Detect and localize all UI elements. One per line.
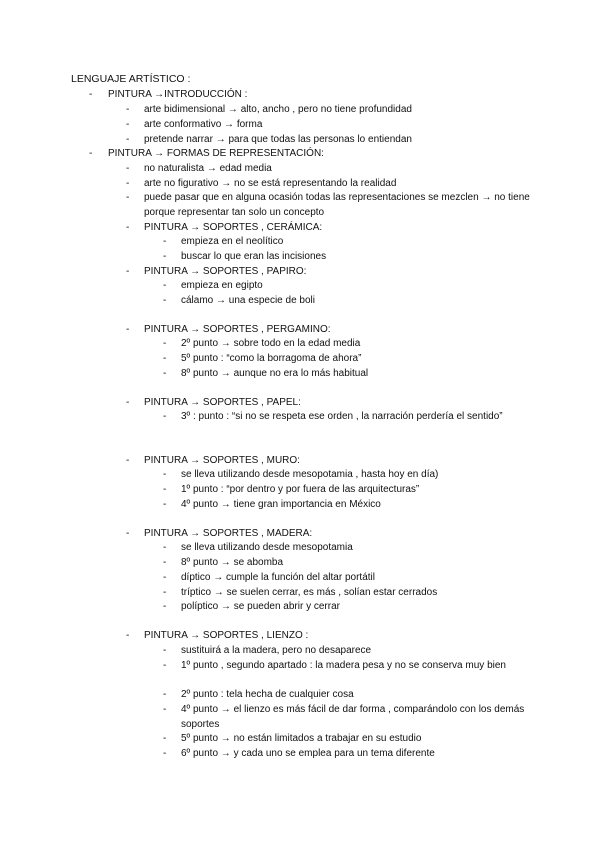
bullet-dash: - [126, 119, 130, 130]
section-ceramica-heading: - PINTURA → SOPORTES , CERÁMICA: [144, 221, 539, 236]
list-item: - empieza en el neolítico [181, 235, 536, 250]
list-item: - 1º punto : “por dentro y por fuera de las arquitecturas” [181, 483, 536, 498]
bullet-dash: - [163, 542, 167, 553]
bullet-dash: - [163, 660, 167, 671]
bullet-dash: - [163, 748, 167, 759]
bullet-dash: - [89, 148, 93, 159]
section-lienzo-heading: - PINTURA → SOPORTES , LIENZO : [144, 629, 539, 644]
bullet-dash: - [163, 587, 167, 598]
bullet-dash: - [163, 411, 167, 422]
bullet-dash: - [163, 338, 167, 349]
list-item: - 4º punto → el lienzo es más fácil de dar forma , comparándolo con los demás soportes [163, 704, 525, 730]
bullet-dash: - [163, 601, 167, 612]
list-item: - 3º : punto : “si no se respeta ese orden , la narración perdería el sentido” [181, 410, 536, 425]
bullet-dash: - [126, 104, 130, 115]
list-item: - tríptico → se suelen cerrar, es más , solían estar cerrados [181, 586, 536, 601]
bullet-dash: - [126, 528, 130, 539]
list-item: - puede pasar que en alguna ocasión todas las representaciones se mezclen → no tiene porque representar tan solo un concepto [126, 192, 530, 218]
bullet-dash: - [126, 455, 130, 466]
bullet-dash: - [126, 266, 130, 277]
section-introduccion-heading: - PINTURA →INTRODUCCIÓN : [108, 88, 247, 103]
bullet-dash: - [163, 368, 167, 379]
bullet-dash: - [163, 572, 167, 583]
list-item: - pretende narrar → para que todas las personas lo entiendan [144, 133, 539, 148]
list-item: - sustituirá a la madera, pero no desaparece [181, 644, 536, 659]
section-papiro-heading: - PINTURA → SOPORTES , PAPIRO: [144, 265, 539, 280]
bullet-dash: - [126, 178, 130, 189]
bullet-dash: - [163, 251, 167, 262]
list-item: - díptico → cumple la función del altar portátil [181, 571, 536, 586]
bullet-dash: - [163, 353, 167, 364]
bullet-dash: - [163, 484, 167, 495]
list-item: - 8º punto → aunque no era lo más habitual [181, 367, 536, 382]
bullet-dash: - [163, 733, 167, 744]
list-item: - 6º punto → y cada uno se emplea para un tema diferente [181, 747, 536, 762]
list-item: - 5º punto → no están limitados a trabajar en su estudio [181, 732, 536, 747]
section-formas-heading: - PINTURA → FORMAS DE REPRESENTACIÓN: [108, 147, 324, 162]
bullet-dash: - [163, 236, 167, 247]
bullet-dash: - [163, 689, 167, 700]
bullet-dash: - [163, 704, 167, 715]
bullet-dash: - [163, 557, 167, 568]
list-item: - 8º punto → se abomba [181, 556, 536, 571]
list-item: - 4º punto → tiene gran importancia en México [181, 498, 536, 513]
list-item: - políptico → se pueden abrir y cerrar [181, 600, 536, 615]
section-pergamino-heading: - PINTURA → SOPORTES , PERGAMINO: [144, 323, 539, 338]
list-item: - se lleva utilizando desde mesopotamia [181, 541, 536, 556]
list-item: - arte no figurativo → no se está representando la realidad [144, 177, 539, 192]
bullet-dash: - [163, 469, 167, 480]
bullet-dash: - [163, 295, 167, 306]
bullet-dash: - [126, 630, 130, 641]
bullet-dash: - [163, 499, 167, 510]
bullet-dash: - [126, 134, 130, 145]
list-item: - se lleva utilizando desde mesopotamia , hasta hoy en día) [181, 468, 536, 483]
list-item: - cálamo → una especie de boli [181, 294, 536, 309]
bullet-dash: - [126, 192, 130, 203]
list-item: - empieza en egipto [181, 279, 536, 294]
document-title: LENGUAJE ARTÍSTICO : [71, 73, 191, 85]
list-item: - 2º punto → sobre todo en la edad media [181, 337, 536, 352]
list-item: - no naturalista → edad media [144, 162, 539, 177]
bullet-dash: - [163, 280, 167, 291]
bullet-dash: - [126, 163, 130, 174]
section-papel-heading: - PINTURA → SOPORTES , PAPEL: [144, 396, 539, 411]
bullet-dash: - [126, 324, 130, 335]
bullet-dash: - [89, 89, 93, 100]
list-item: - arte bidimensional → alto, ancho , pero no tiene profundidad [144, 103, 539, 118]
list-item: - 1º punto , segundo apartado : la madera pesa y no se conserva muy bien [181, 659, 536, 674]
bullet-dash: - [126, 397, 130, 408]
list-item: - 5º punto : “como la borragoma de ahora” [181, 352, 536, 367]
section-madera-heading: - PINTURA → SOPORTES , MADERA: [144, 527, 539, 542]
section-muro-heading: - PINTURA → SOPORTES , MURO: [144, 454, 539, 469]
bullet-dash: - [126, 222, 130, 233]
bullet-dash: - [163, 645, 167, 656]
list-item: - arte conformativo → forma [144, 118, 539, 133]
list-item: - 2º punto : tela hecha de cualquier cosa [181, 688, 536, 703]
list-item: - buscar lo que eran las incisiones [181, 250, 536, 265]
